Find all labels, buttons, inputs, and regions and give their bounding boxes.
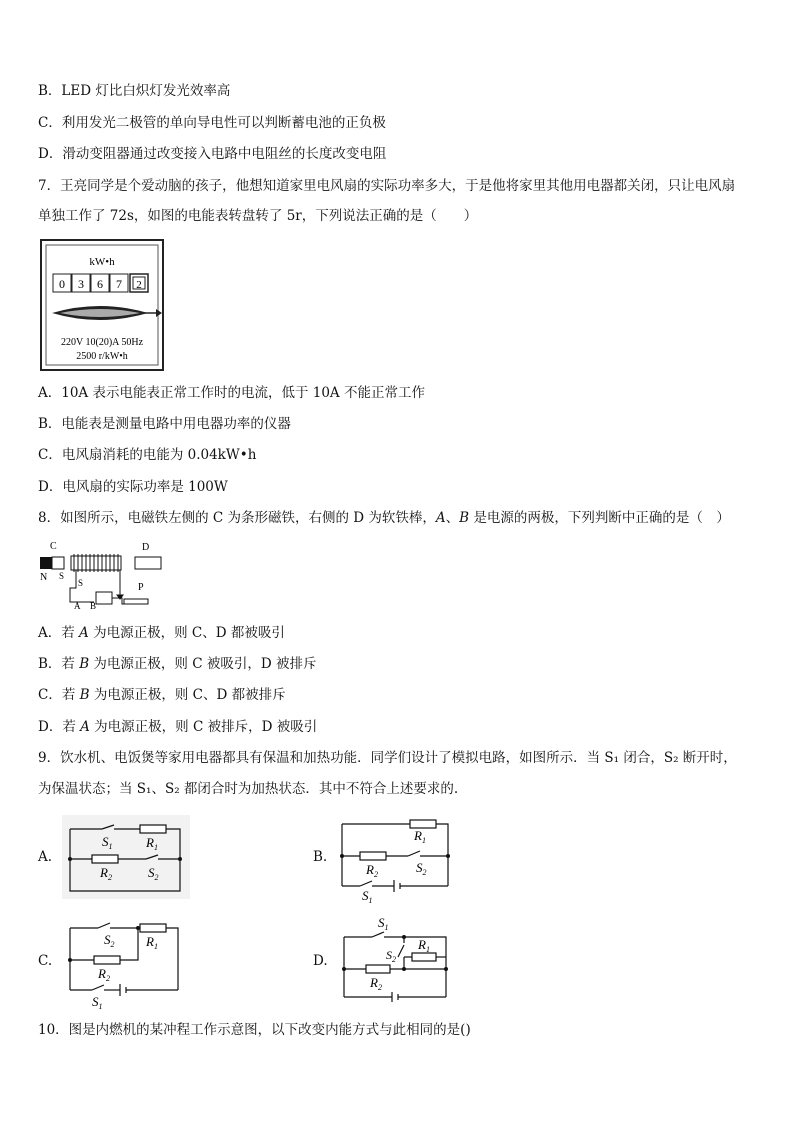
label-s-magnet: S [59,571,65,581]
switch-s2-label: $S_2$ [148,865,159,882]
label-p: P [138,582,144,593]
bar-magnet-c [40,557,64,569]
resistor-r1-label: $R_1$ [418,937,430,954]
q7-option-d: D．电风扇的实际功率是 100W [38,479,228,495]
resistor-r2-label: $R_2$ [370,975,382,992]
circuit-d-label: D. [313,953,328,969]
meter-digit: 2 [136,279,142,291]
q7-option-b: B．电能表是测量电路中用电器功率的仪器 [38,416,291,432]
q7-stem-line1: 7．王亮同学是个爱动脑的孩子，他想知道家里电风扇的实际功率多大，于是他将家里其他用电器都关闭，只让电风扇 [38,178,736,194]
q8-option-a: A．若 A 为电源正极，则 C、D 都被吸引 [38,625,285,641]
q8-option-c: C．若 B 为电源正极，则 C、D 都被排斥 [38,687,286,703]
circuit-c-label: C. [38,953,53,969]
q7-option-a: A．10A 表示电能表正常工作时的电流，低于 10A 不能正常工作 [38,385,425,401]
resistor-r2-label: $R_2$ [98,966,110,983]
resistor-r1-label: $R_1$ [414,828,426,845]
resistor-r1-label: $R_1$ [146,934,158,951]
label-n: N [40,572,48,583]
label-b: B [90,601,97,611]
q9-stem-line1: 9．饮水机、电饭煲等家用电器都具有保温和加热功能．同学们设计了模拟电路，如图所示．当 S₁ 闭合，S₂ 断开时， [38,750,737,766]
meter-spec-line1: 220V 10(20)A 50Hz [60,337,144,348]
switch-s1-label: $S_1$ [102,834,113,851]
switch-s2-label: $S_2$ [416,860,427,877]
label-d: D [142,542,150,553]
meter-spec-line2: 2500 r/kW•h [76,351,128,362]
soft-iron-bar-d [135,557,161,569]
meter-digit: 0 [59,277,65,291]
q6-option-d: D．滑动变阻器通过改变接入电路中电阻丝的长度改变电阻 [38,146,387,162]
electromagnet-figure [38,540,166,612]
circuit-a-label: A. [38,849,53,865]
q8-option-b: B．若 B 为电源正极，则 C 被吸引，D 被排斥 [38,656,317,672]
meter-digit: 3 [78,277,84,291]
switch-s2-label: $S_2$ [104,932,115,949]
circuit-b-figure [338,818,452,904]
q6-option-b: B．LED 灯比白炽灯发光效率高 [38,83,231,99]
meter-unit: kW•h [89,256,115,268]
switch-s1-label: $S_1$ [362,888,373,905]
solenoid-coil [71,554,121,572]
switch-s2-label: $S_2$ [386,948,396,964]
resistor-r1-label: $R_1$ [146,835,158,852]
switch-s1-label: $S_1$ [92,994,103,1011]
q8-option-d: D．若 A 为电源正极，则 C 被排斥，D 被吸引 [38,719,318,735]
resistor-r2-label: $R_2$ [100,865,112,882]
label-c: C [50,541,57,552]
circuit-b-label: B. [313,849,328,865]
q8-stem: 8．如图所示，电磁铁左侧的 C 为条形磁铁，右侧的 D 为软铁棒，A、B 是电源的两极，下列判断中正确的是（ ） [38,510,730,526]
switch-s1-label: $S_1$ [378,915,389,932]
meter-digit: 6 [97,277,103,291]
q9-stem-line2: 为保温状态；当 S₁、S₂ 都闭合时为加热状态．其中不符合上述要求的. [38,781,459,797]
label-s-switch: S [78,578,84,588]
circuit-a-figure [62,815,190,899]
q6-option-c: C．利用发光二极管的单向导电性可以判断蓄电池的正负极 [38,115,386,131]
label-a: A [74,601,81,611]
q7-option-c: C．电风扇消耗的电能为 0.04kW•h [38,447,257,463]
energy-meter-figure [40,239,165,372]
circuit-c-figure [64,914,184,1011]
q10-stem: 10．图是内燃机的某冲程工作示意图，以下改变内能方式与此相同的是() [38,1022,471,1038]
meter-digit: 7 [116,277,122,291]
q7-stem-line2: 单独工作了 72s，如图的电能表转盘转了 5r，下列说法正确的是（ ） [38,208,478,224]
resistor-r2-label: $R_2$ [366,862,378,879]
circuit-d-figure [340,915,452,1001]
